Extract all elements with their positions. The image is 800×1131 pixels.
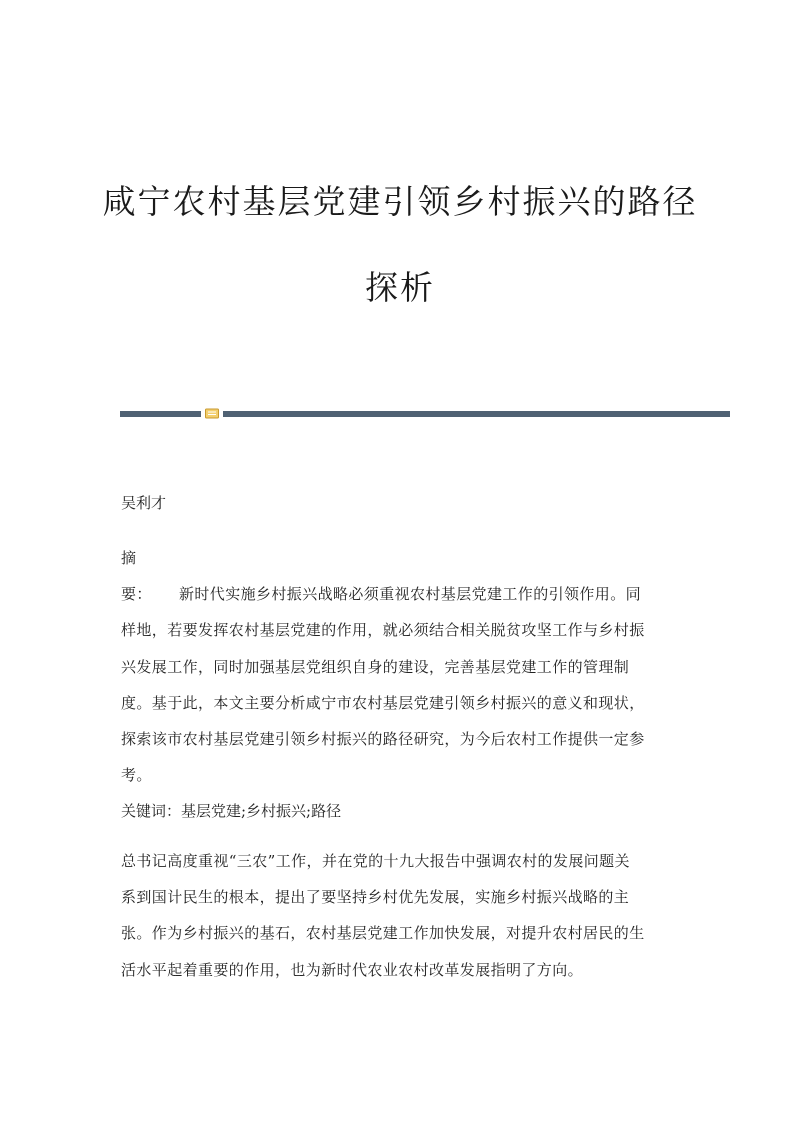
abstract-line: 考。 [121, 766, 152, 785]
body-line: 张。作为乡村振兴的基石，农村基层党建工作加快发展，对提升农村居民的生 [121, 924, 645, 943]
abstract-line [121, 540, 681, 612]
body-line: 系到国计民生的根本，提出了要坚持乡村优先发展，实施乡村振兴战略的主 [121, 888, 630, 907]
title-block [0, 180, 800, 310]
body-line: 活水平起着重要的作用，也为新时代农业农村改革发展指明了方向。 [121, 960, 584, 979]
title-line-2: 探析 [365, 268, 435, 307]
body-line: 总书记高度重视“三农”工作，并在党的十九大报告中强调农村的发展问题关 [121, 852, 630, 870]
divider-bar-left [120, 411, 201, 417]
abstract-label: 摘 要： [121, 549, 152, 604]
abstract-line: 度。基于此，本文主要分析咸宁市农村基层党建引领乡村振兴的意义和现状， [121, 693, 645, 712]
abstract [121, 540, 681, 793]
abstract-line: 探索该市农村基层党建引领乡村振兴的路径研究，为今后农村工作提供一定参 [121, 730, 645, 749]
body-paragraph [121, 843, 681, 988]
abstract-line: 兴发展工作，同时加强基层党组织自身的建设，完善基层党建工作的管理制 [121, 657, 630, 676]
document-icon [205, 408, 219, 419]
keywords: 关键词：基层党建;乡村振兴;路径 [121, 802, 342, 820]
title-line-1: 咸宁农村基层党建引领乡村振兴的路径 [102, 182, 698, 221]
abstract-line: 样地，若要发挥农村基层党建的作用，就必须结合相关脱贫攻坚工作与乡村振 [121, 621, 645, 640]
title-divider [120, 408, 730, 418]
abstract-text: 新时代实施乡村振兴战略必须重视农村基层党建工作的引领作用。同 [179, 585, 642, 604]
divider-bar-right [223, 411, 730, 417]
author-name: 吴利才 [121, 494, 167, 512]
